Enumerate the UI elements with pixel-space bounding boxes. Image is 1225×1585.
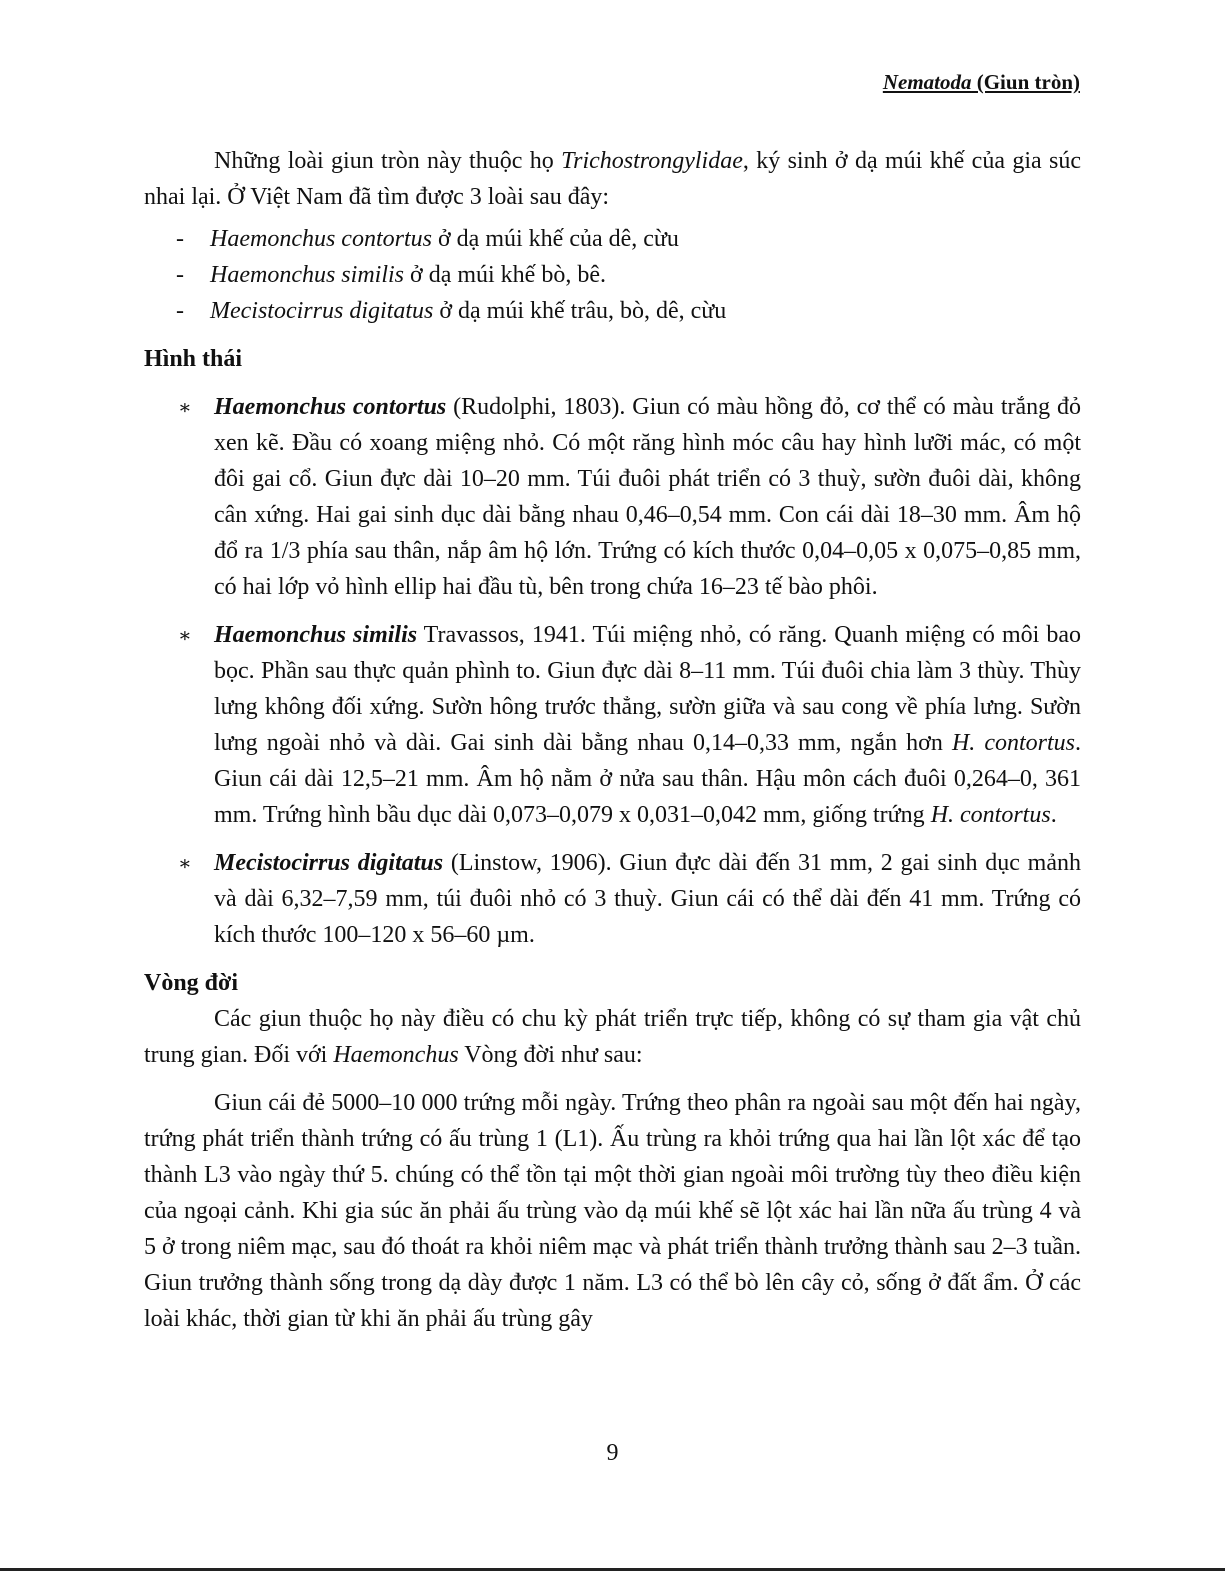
- bullet-asterisk-icon: ∗: [178, 625, 192, 647]
- header-italic: Nematoda: [882, 70, 972, 94]
- list-item: [144, 293, 1081, 329]
- species-name: Mecistocirrus digitatus: [210, 298, 434, 324]
- intro-text-pre: Những loài giun tròn này thuộc họ: [214, 148, 562, 174]
- morphology-item: [144, 845, 1081, 953]
- heading-lifecycle: Vòng đời: [144, 970, 238, 996]
- species-description: Travassos, 1941. Túi miệng nhỏ, có răng. Quanh miệng có môi bao bọc. Phần sau thực quản phình to. Giun đực dài 8–11 mm. Túi đuôi chia làm 3 thùy. Thùy lưng không đối xứng. Sườn hông trước thẳng, sườn giữa và sau cong về phía lưng. Sườn lưng ngoài nhỏ và dài. Gai sinh dài bằng nhau 0,14–0,33 mm, ngắn hơn: [214, 622, 1081, 756]
- species-name: Haemonchus contortus: [214, 394, 447, 420]
- species-name: Haemonchus similis: [210, 262, 404, 288]
- heading-morphology: Hình thái: [144, 346, 243, 372]
- species-description: (Rudolphi, 1803). Giun có màu hồng đỏ, cơ thể có màu trắng đỏ xen kẽ. Đầu có xoang miệng nhỏ. Có một răng hình móc câu hay hình lưỡi mác, có một đôi gai cổ. Giun đực dài 10–20 mm. Túi đuôi phát triển có 3 thuỳ, sườn đuôi dài, không cân xứng. Hai gai sinh dục dài bằng nhau 0,46–0,54 mm. Con cái dài 18–30 mm. Âm hộ đổ ra 1/3 phía sau thân, nắp âm hộ lớn. Trứng có kích thước 0,04–0,05 x 0,075–0,85 mm, có hai lớp vỏ hình ellip hai đầu tù, bên trong chứa 16–23 tế bào phôi.: [214, 394, 1082, 600]
- intro-family-name: Trichostrongylidae: [561, 148, 743, 174]
- species-description: (Linstow, 1906). Giun đực dài đến 31 mm, 2 gai sinh dục mảnh và dài 6,32–7,59 mm, túi đuôi nhỏ có 3 thuỳ. Giun cái có thể dài đến 41 mm. Trứng có kích thước 100–120 x 56–60 µm.: [214, 850, 1081, 948]
- header-rest: (Giun tròn): [971, 70, 1080, 94]
- species-name: Haemonchus similis: [214, 622, 418, 648]
- species-name: Haemonchus contortus: [210, 226, 432, 252]
- lifecycle-text-post: Vòng đời như sau:: [458, 1042, 643, 1068]
- list-dash: -: [176, 226, 184, 252]
- list-dash: -: [176, 262, 184, 288]
- list-item: [144, 221, 1081, 257]
- species-reference: H. contortus: [930, 802, 1051, 828]
- species-location: ở dạ múi khế trâu, bò, dê, cừu: [433, 298, 727, 324]
- page-number: 9: [606, 1440, 619, 1466]
- morphology-item: [144, 617, 1081, 833]
- intro-paragraph: [144, 143, 1081, 215]
- list-dash: -: [176, 298, 184, 324]
- list-item: [144, 257, 1081, 293]
- lifecycle-paragraph: [144, 1001, 1081, 1073]
- species-description-end: .: [1050, 802, 1057, 828]
- main-content: [144, 143, 1081, 1337]
- bullet-asterisk-icon: ∗: [178, 397, 192, 419]
- species-description-cont: . Giun cái dài 12,5–21 mm. Âm hộ nằm ở nửa sau thân. Hậu môn cách đuôi 0,264–0, 361 mm. Trứng hình bầu dục dài 0,073–0,079 x 0,031–0,042 mm, giống trứng: [214, 730, 1082, 828]
- running-header: [883, 70, 1080, 95]
- morphology-item: [144, 389, 1081, 605]
- bullet-asterisk-icon: ∗: [178, 853, 192, 875]
- species-name: Mecistocirrus digitatus: [214, 850, 444, 876]
- species-location: ở dạ múi khế bò, bê.: [404, 262, 606, 288]
- species-list: [144, 221, 1081, 329]
- species-location: ở dạ múi khế của dê, cừu: [431, 226, 679, 252]
- intro-text-post: , ký sinh ở dạ múi khế của gia súc nhai lại. Ở Việt Nam đã tìm được 3 loài sau đây:: [144, 148, 1081, 210]
- genus-name: Haemonchus: [333, 1042, 459, 1068]
- lifecycle-text-pre: Các giun thuộc họ này điều có chu kỳ phát triển trực tiếp, không có sự tham gia vật chủ trung gian. Đối với: [144, 1006, 1081, 1068]
- species-reference: H. contortus: [951, 730, 1076, 756]
- bottom-divider: [0, 1568, 1225, 1571]
- lifecycle-detail-paragraph: Giun cái đẻ 5000–10 000 trứng mỗi ngày. Trứng theo phân ra ngoài sau một đến hai ngày, trứng phát triển thành trứng có ấu trùng 1 (L1). Ấu trùng ra khỏi trứng qua hai lần lột xác để tạo thành L3 vào ngày thứ 5. chúng có thể tồn tại một thời gian ngoài môi trường tùy theo điều kiện của ngoại cảnh. Khi gia súc ăn phải ấu trùng vào dạ múi khế sẽ lột xác hai lần nữa ấu trùng 4 và 5 ở trong niêm mạc, sau đó thoát ra khỏi niêm mạc và phát triển thành trưởng thành sau 2–3 tuần. Giun trưởng thành sống trong dạ dày được 1 năm. L3 có thể bò lên cây cỏ, sống ở đất ẩm. Ở các loài khác, thời gian từ khi ăn phải ấu trùng gây: [144, 1090, 1081, 1332]
